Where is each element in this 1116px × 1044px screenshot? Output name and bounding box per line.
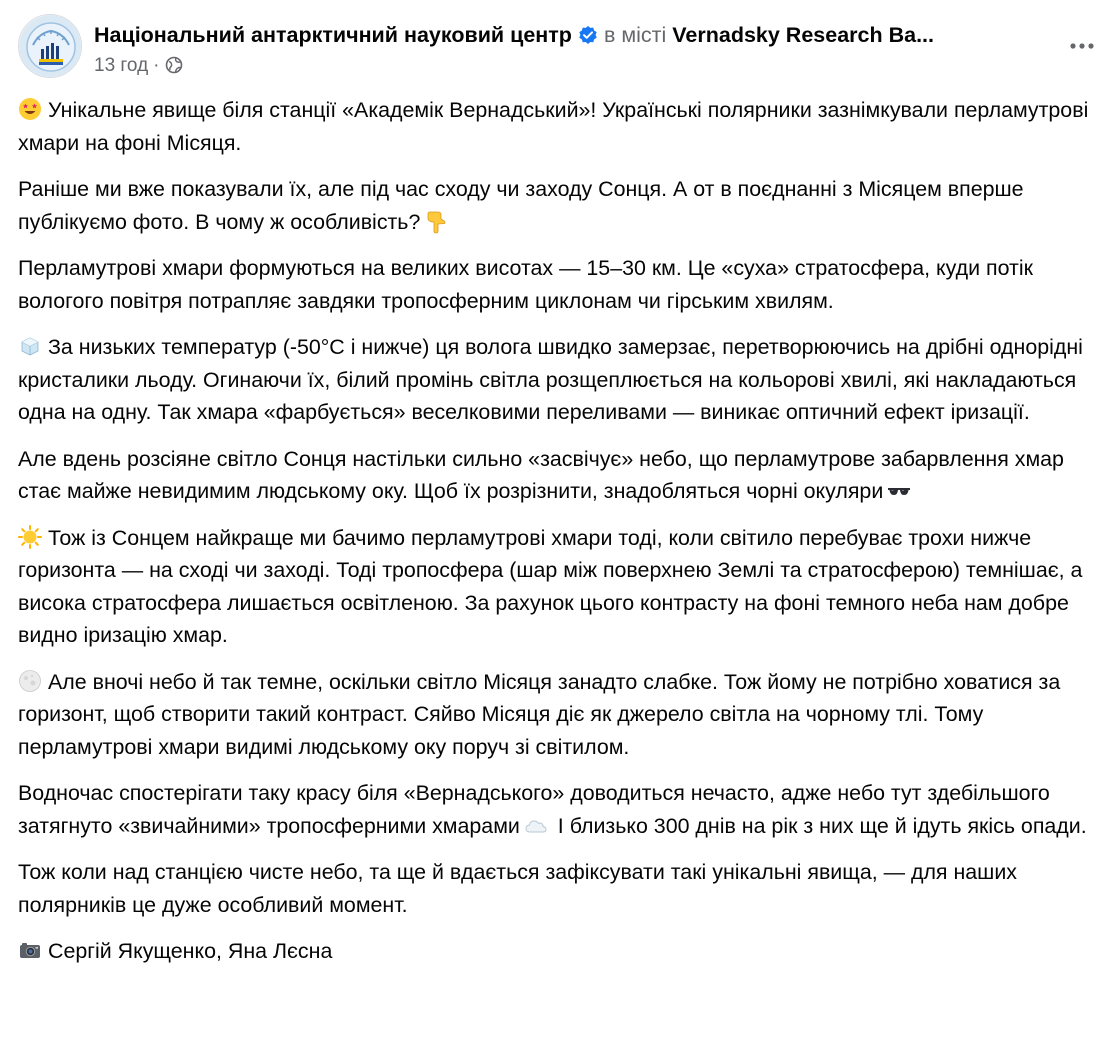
in-city-label: в місті	[603, 23, 667, 47]
post-timestamp[interactable]: 13 год	[94, 55, 149, 76]
sun-emoji-icon	[18, 525, 42, 549]
post-paragraph	[18, 252, 1100, 317]
post-paragraph	[18, 443, 1100, 508]
verified-badge-icon	[578, 23, 598, 50]
post-paragraph	[18, 777, 1100, 842]
paragraph-text: Перламутрові хмари формуються на великих висотах — 15–30 км. Це «суха» стратосфера, куди потік вологого повітря потрапляє завдяки тропосферним циклонам чи гірським хвилям.	[18, 256, 1033, 313]
paragraph-text-after: І близько 300 днів на рік з них ще й ідуть якісь опади.	[551, 813, 1087, 838]
paragraph-text: Сергій Якущенко, Яна Лєсна	[48, 939, 333, 963]
more-options-button[interactable]	[1062, 26, 1102, 66]
post-paragraph	[18, 935, 1100, 968]
post-paragraph	[18, 666, 1100, 764]
paragraph-text: Але вдень розсіяне світло Сонця настільки сильно «засвічує» небо, що перламутрове забарвлення хмар стає майже невидимим людському оку. Щоб їх розрізнити, знадобляться чорні окуляри	[18, 446, 1064, 503]
post-paragraph	[18, 331, 1100, 429]
cloud-emoji-icon	[524, 814, 548, 838]
paragraph-text: Унікальне явище біля станції «Академік Вернадський»! Українські полярники зазнімкували перламутрові хмари на фоні Місяця.	[18, 98, 1089, 155]
paragraph-text: Але вночі небо й так темне, оскільки світло Місяця занадто слабке. Тож йому не потрібно ховатися за горизонт, щоб створити такий контраст. Сяйво Місяця діє як джерело світла на чорному тлі. Тому перламутрові хмари видимі людському оку поруч зі світилом.	[18, 669, 1061, 759]
full-moon-emoji-icon	[18, 669, 42, 693]
paragraph-text: За низьких температур (-50°C і нижче) ця волога швидко замерзає, перетворюючись на дрібні однорідні кристалики льоду. Огинаючи їх, білий промінь світла розщеплюється на кольорові хвилі, які накладаються одна на одну. Так хмара «фарбується» веселковими переливами — виникає оптичний ефект іризації.	[18, 335, 1083, 424]
post-header	[18, 14, 1102, 84]
more-horizontal-icon	[1069, 37, 1095, 55]
paragraph-text: Тож коли над станцією чисте небо, та ще й вдається зафіксувати такі унікальні явища, — для наших полярників це дуже особливий момент.	[18, 860, 1017, 917]
post-paragraph	[18, 856, 1100, 921]
ice-cube-emoji-icon	[18, 334, 42, 358]
pointing-down-emoji-icon	[424, 210, 448, 234]
post-meta	[94, 54, 183, 78]
post-paragraph	[18, 522, 1100, 652]
post-text	[18, 94, 1100, 982]
post-paragraph	[18, 173, 1100, 238]
page-avatar[interactable]	[18, 14, 82, 78]
page-name-link[interactable]: Національний антарктичний науковий центр	[94, 23, 572, 47]
post-paragraph	[18, 94, 1100, 159]
paragraph-text: Водночас спостерігати таку красу біля «Вернадського» доводиться нечасто, адже небо тут здебільшого затягнуто «звичайними» тропосферними хмарами	[18, 781, 1050, 838]
meta-separator: ·	[153, 55, 160, 76]
post-title-line	[94, 20, 1044, 50]
location-link[interactable]: Vernadsky Research Ba...	[672, 23, 934, 47]
sunglasses-emoji-icon	[887, 479, 911, 503]
star-struck-emoji-icon	[18, 97, 42, 121]
globe-icon[interactable]	[165, 56, 183, 81]
camera-emoji-icon	[18, 938, 42, 962]
paragraph-text: Раніше ми вже показували їх, але під час сходу чи заходу Сонця. А от в поєднанні з Місяцем вперше публікуємо фото. В чому ж особливість?	[18, 177, 1024, 234]
paragraph-text: Тож із Сонцем найкраще ми бачимо перламутрові хмари тоді, коли світило перебуває трохи нижче горизонта — на сході чи заході. Тоді тропосфера (шар між поверхнею Землі та стратосферою) темнішає, а висока стратосфера лишається освітленою. За рахунок цього контрасту на фоні темного неба нам добре видно іризацію хмар.	[18, 525, 1083, 647]
